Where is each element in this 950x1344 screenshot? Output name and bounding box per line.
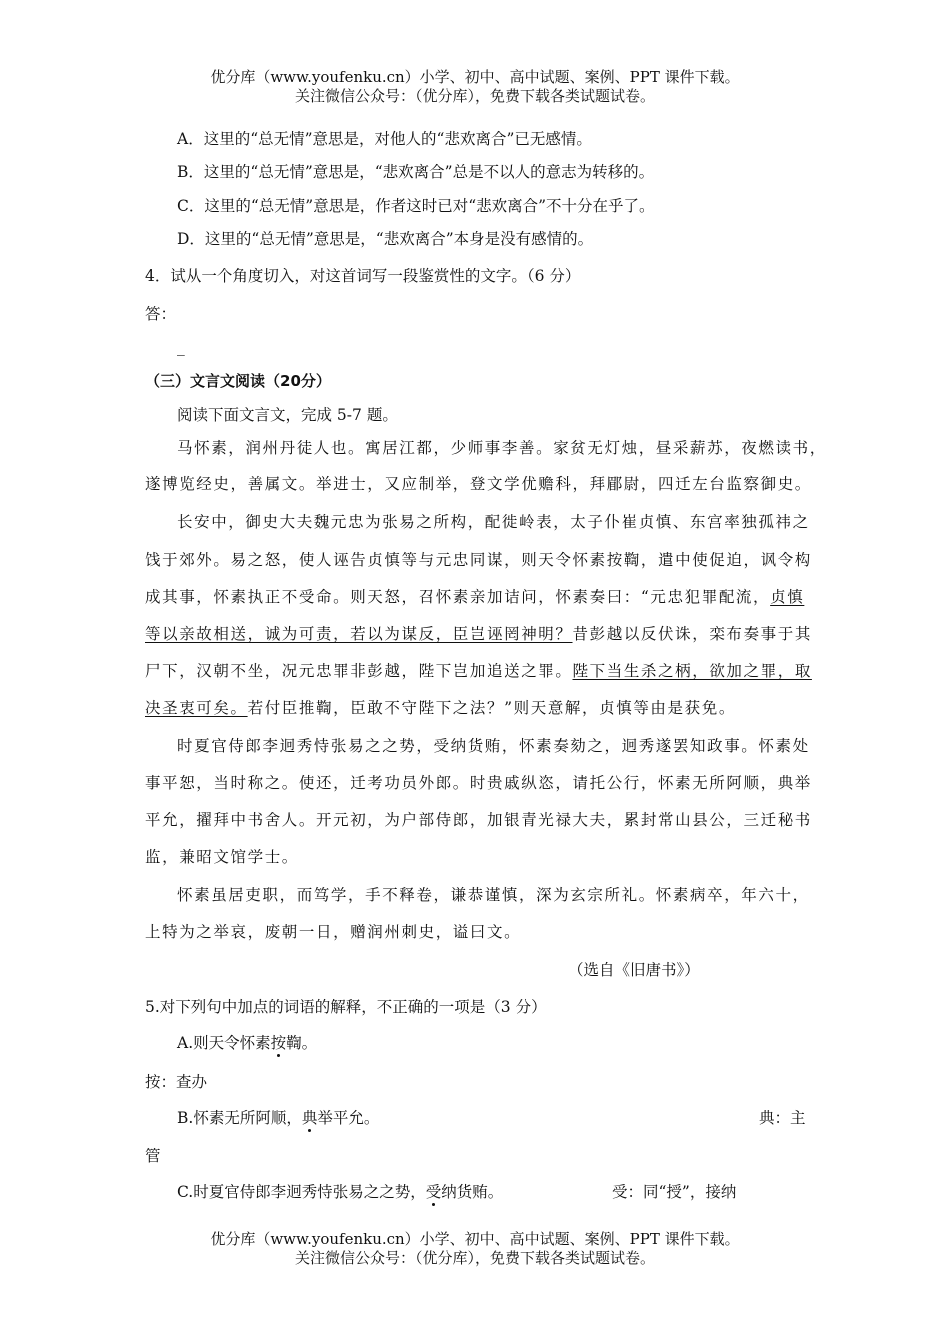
q3-option-a: A．这里的“总无情”意思是，对他人的“悲欢离合”已无感情。 <box>177 130 592 148</box>
q5-option-c-explanation: 受：同“授”，接纳 <box>612 1183 737 1201</box>
passage-p2-line6 <box>145 696 736 718</box>
q4-prompt: 4．试从一个角度切入，对这首词写一段鉴赏性的文字。（6 分） <box>145 267 581 285</box>
passage-p2-line4 <box>145 622 812 644</box>
option-text: B.怀素无所阿顺， <box>177 1109 302 1127</box>
option-text: 纳货贿。 <box>441 1183 504 1201</box>
footer-line-1: 优分库（www.youfenku.cn）小学、初中、高中试题、案例、PPT 课件下载。 <box>210 1230 740 1248</box>
underlined-sentence: 决圣衷可矣。 <box>145 699 248 717</box>
passage-p2-line1: 长安中，御史大夫魏元忠为张易之所构，配徙岭表，太子仆崔贞慎、东宫率独孤祎之 <box>177 513 810 531</box>
section-heading: （三）文言文阅读（20分） <box>145 372 331 390</box>
q5-prompt: 5.对下列句中加点的词语的解释，不正确的一项是（3 分） <box>145 998 547 1016</box>
dotted-word: 受 <box>425 1183 442 1201</box>
dotted-word: 典 <box>301 1109 318 1127</box>
q5-option-b <box>177 1106 379 1128</box>
passage-text: 若付臣推鞫，臣敢不守陛下之法？”则天意解，贞慎等由是获免。 <box>247 699 736 717</box>
passage-source: （选自《旧唐书》） <box>568 961 700 979</box>
passage-text: 尸下，汉朝不坐，况元忠罪非彭越，陛下岂加追送之罪。 <box>145 662 573 680</box>
underlined-sentence: 贞慎 <box>770 588 805 606</box>
q5-option-a-explanation: 按：查办 <box>145 1073 208 1091</box>
option-text: A.则天令怀素 <box>177 1034 271 1052</box>
passage-p2-line3 <box>145 585 804 607</box>
passage-p1-line2: 遂博览经史，善属文。举进士，又应制举，登文学优赡科，拜郿尉，四迁左台监察御史。 <box>145 475 812 493</box>
q5-option-a <box>177 1031 317 1053</box>
header-line-1: 优分库（www.youfenku.cn）小学、初中、高中试题、案例、PPT 课件下载。 <box>210 68 740 86</box>
header-line-2: 关注微信公众号：（优分库），免费下载各类试题试卷。 <box>294 87 655 105</box>
passage-p4-line2: 上特为之举哀，废朝一日，赠润州刺史，谥曰文。 <box>145 923 522 941</box>
q4-answer-label: 答： <box>145 305 177 323</box>
q3-option-b: B．这里的“总无情”意思是，“悲欢离合”总是不以人的意志为转移的。 <box>177 163 655 181</box>
q5-option-b-explanation: 典：主 <box>759 1109 806 1127</box>
underlined-sentence: 等以亲故相送，诚为可责，若以为谋反，臣岂诬罔神明？ <box>145 625 573 643</box>
page-header <box>0 68 950 106</box>
footer-line-2: 关注微信公众号：（优分库），免费下载各类试题试卷。 <box>294 1249 655 1267</box>
q5-option-b-explanation-cont: 管 <box>145 1147 161 1165</box>
passage-text: 成其事，怀素执正不受命。则天怒，召怀素亲加诘问，怀素奏曰：“元忠犯罪配流， <box>145 588 771 606</box>
passage-p1-line1: 马怀素，润州丹徒人也。寓居江都，少师事李善。家贫无灯烛，昼采薪苏，夜燃读书， <box>177 439 827 457</box>
option-text: C.时夏官侍郎李迥秀恃张易之之势， <box>177 1183 426 1201</box>
passage-p2-line5 <box>145 659 812 681</box>
passage-p3-line4: 监，兼昭文馆学士。 <box>145 848 299 866</box>
q3-option-d: D．这里的“总无情”意思是，“悲欢离合”本身是没有感情的。 <box>177 230 594 248</box>
q4-answer-blank: _ <box>177 338 185 356</box>
q5-option-c <box>177 1180 503 1202</box>
option-text: 鞫。 <box>286 1034 318 1052</box>
passage-p3-line3: 平允，擢拜中书舍人。开元初，为户部侍郎，加银青光禄大夫，累封常山县公，三迁秘书 <box>145 811 812 829</box>
passage-text: 昔彭越以反伏诛，栾布奏事于其 <box>572 625 812 643</box>
dotted-word: 按 <box>270 1034 287 1052</box>
underlined-sentence: 陛下当生杀之柄，欲加之罪，取 <box>572 662 812 680</box>
section-instruction: 阅读下面文言文，完成 5-7 题。 <box>177 406 398 424</box>
passage-p3-line1: 时夏官侍郎李迥秀恃张易之之势，受纳货贿，怀素奏劾之，迥秀遂罢知政事。怀素处 <box>177 737 810 755</box>
passage-p2-line2: 饯于郊外。易之怒，使人诬告贞慎等与元忠同谋，则天令怀素按鞫，遣中使促迫，讽令构 <box>145 551 812 569</box>
passage-p4-line1: 怀素虽居吏职，而笃学，手不释卷，谦恭谨慎，深为玄宗所礼。怀素病卒，年六十， <box>177 886 810 904</box>
option-text: 举平允。 <box>317 1109 380 1127</box>
passage-p3-line2: 事平恕，当时称之。使还，迁考功员外郎。时贵戚纵恣，请托公行，怀素无所阿顺，典举 <box>145 774 812 792</box>
q3-option-c: C．这里的“总无情”意思是，作者这时已对“悲欢离合”不十分在乎了。 <box>177 197 655 215</box>
page-footer <box>0 1230 950 1268</box>
